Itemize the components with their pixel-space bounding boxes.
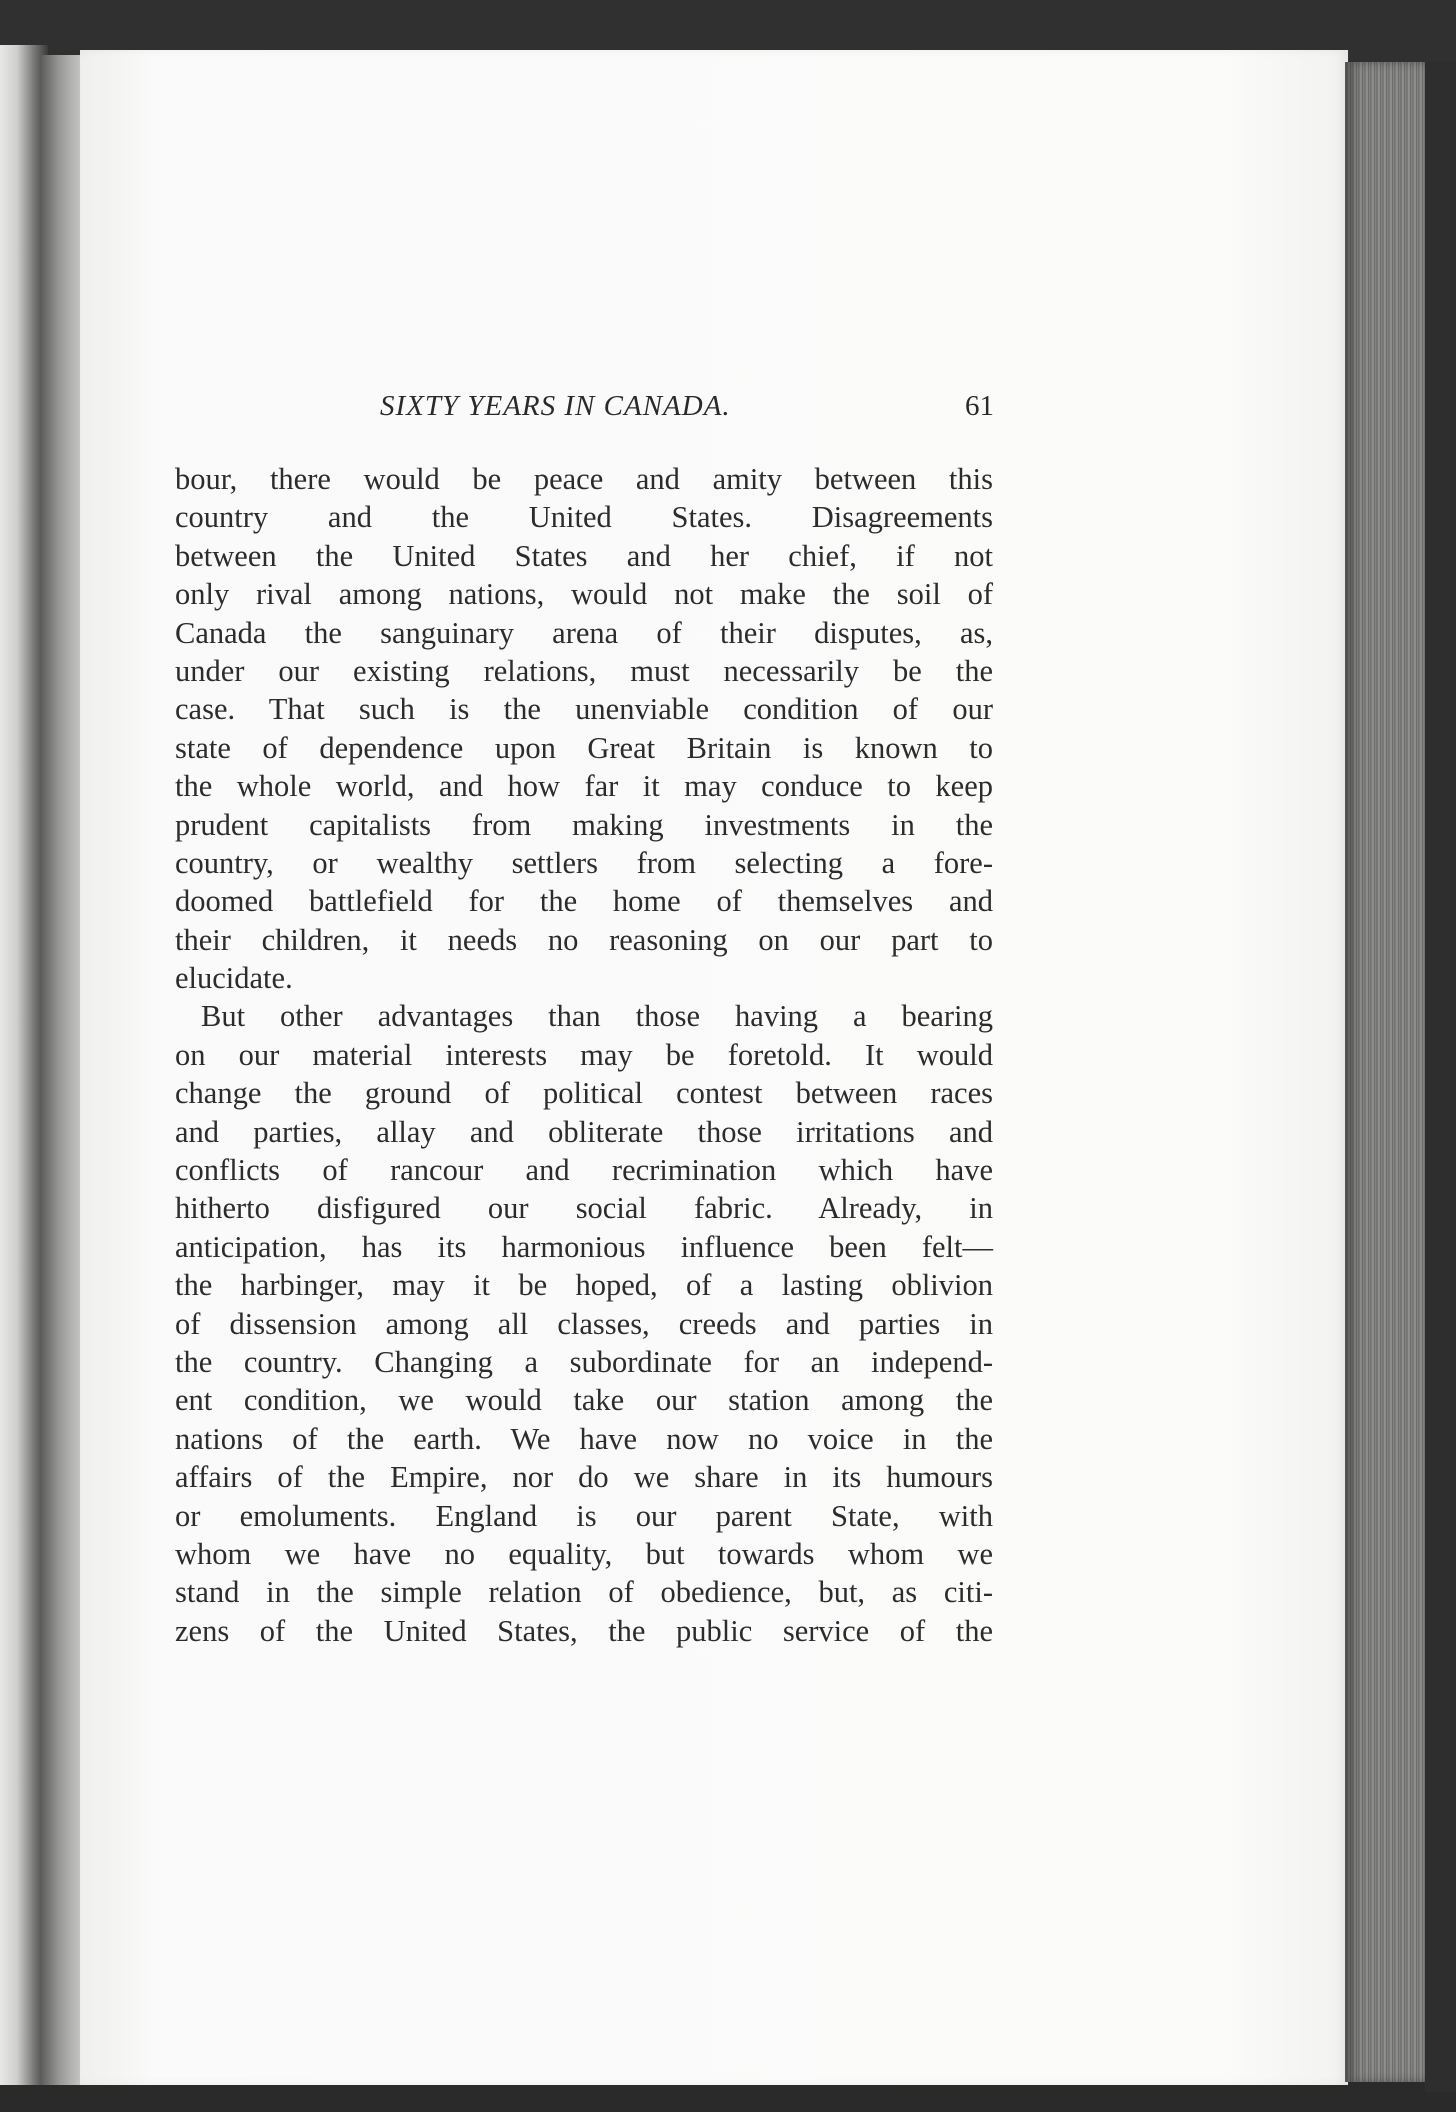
text-line: doomed battlefield for the home of themselves and [175,884,993,919]
text-line: zens of the United States, the public service of the [175,1613,993,1648]
text-line: whom we have no equality, but towards whom we [175,1536,993,1571]
text-line: the whole world, and how far it may conduce to keep [175,769,993,804]
text-line: prudent capitalists from making investments in the [175,807,993,842]
text-line: the country. Changing a subordinate for an independ- [175,1344,993,1379]
text-line: Canada the sanguinary arena of their disputes, as, [175,615,993,650]
text-line: or emoluments. England is our parent State, with [175,1498,993,1533]
body-text [175,460,993,1650]
text-line: affairs of the Empire, nor do we share in its humours [175,1460,993,1495]
text-line: hitherto disfigured our social fabric. Already, in [175,1191,993,1226]
text-line: of dissension among all classes, creeds and parties in [175,1306,993,1341]
page-number: 61 [965,390,994,422]
text-line: But other advantages than those having a bearing [201,999,993,1034]
text-line: conflicts of rancour and recrimination which have [175,1153,993,1188]
text-line: stand in the simple relation of obedience, but, as citi- [175,1575,993,1610]
text-line: between the United States and her chief, if not [175,538,993,573]
text-line: anticipation, has its harmonious influence been felt— [175,1229,993,1264]
text-line: nations of the earth. We have now no voice in the [175,1421,993,1456]
text-line: on our material interests may be foretold. It would [175,1037,993,1072]
background-edge [1425,62,1456,2092]
running-title: SIXTY YEARS IN CANADA. [380,390,731,422]
text-line: their children, it needs no reasoning on our part to [175,922,993,957]
text-line: ent condition, we would take our station among the [175,1383,993,1418]
paragraph-2 [175,997,993,1650]
text-line: case. That such is the unenviable condition of our [175,692,993,727]
text-line: under our existing relations, must necessarily be the [175,653,993,688]
text-line: state of dependence upon Great Britain is known to [175,730,993,765]
text-line: only rival among nations, would not make the soil of [175,577,993,612]
text-line: elucidate. [175,961,293,996]
text-line: country, or wealthy settlers from selecting a fore- [175,845,993,880]
page-fore-edge [1345,62,1425,2082]
text-line: the harbinger, may it be hoped, of a lasting oblivion [175,1268,993,1303]
text-line: change the ground of political contest between races [175,1076,993,1111]
text-line: bour, there would be peace and amity between this [175,462,993,496]
text-line: and parties, allay and obliterate those irritations and [175,1114,993,1149]
paragraph-1 [175,460,993,997]
running-head [380,390,994,440]
text-line: country and the United States. Disagreements [175,500,993,535]
